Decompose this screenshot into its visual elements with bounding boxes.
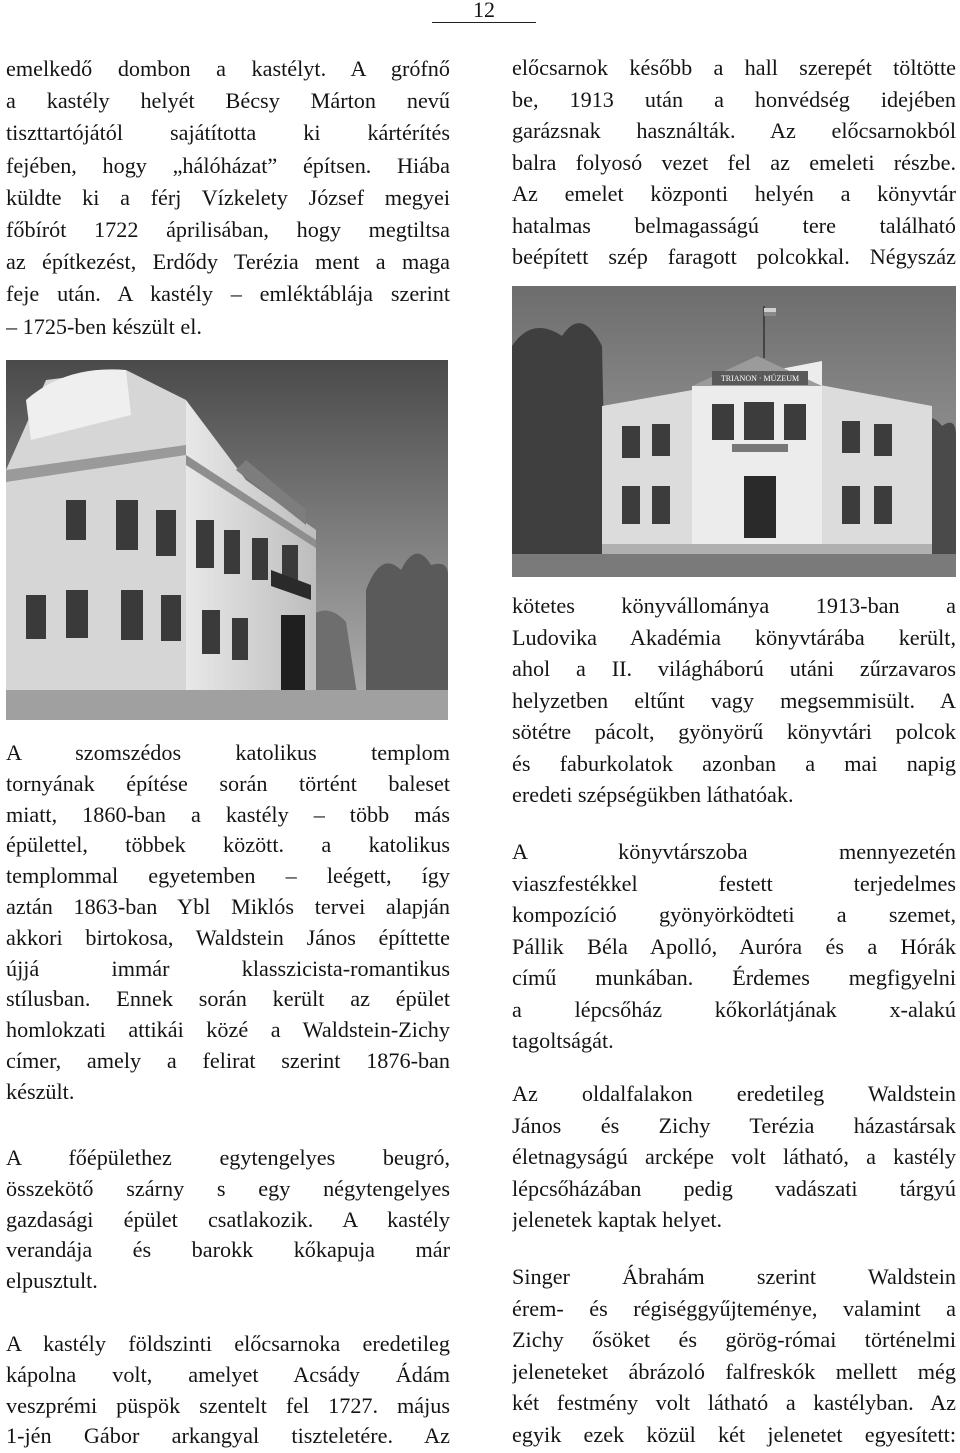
right-paragraph-1 — [512, 590, 956, 811]
text-line: kápolna volt, amelyet Acsády Ádám — [6, 1361, 450, 1387]
right-paragraph-4 — [512, 1261, 956, 1450]
text-line: és faburkolatok azonban a mai napig — [512, 750, 956, 776]
text-line: ahol a II. világháború utáni zűrzavaros — [512, 656, 956, 681]
text-line: – 1725-ben készült el. — [6, 313, 202, 339]
text-line: címer, amely a felirat szerint 1876-ban — [6, 1047, 450, 1073]
text-line: Az oldalfalakon eredetileg Waldstein — [512, 1081, 956, 1106]
castle-photo-image — [6, 360, 448, 720]
text-line: garázsnak használták. Az előcsarnokból — [512, 118, 956, 143]
text-line: tagoltságát. — [512, 1028, 614, 1053]
text-line: gazdasági épület csatlakozik. A kastély — [6, 1206, 450, 1232]
right-paragraph-3 — [512, 1078, 956, 1236]
text-line: főbírót 1722 áprilisában, hogy megtiltsa — [6, 217, 450, 243]
text-line: a kastély helyét Bécsy Márton nevű — [6, 88, 450, 114]
text-line: az építkezést, Erdődy Terézia ment a maga — [6, 249, 450, 275]
text-line: homlokzati attikái közé a Waldstein-Zichy — [6, 1017, 450, 1043]
text-line: hatalmas belmagasságú tere található — [512, 212, 956, 238]
text-line: egyik ezek közül két jelenetet egyesített: — [512, 1421, 956, 1447]
text-line: emelkedő dombon a kastélyt. A grófnő — [6, 56, 450, 81]
text-line: beépített szép faragott polcokkal. Négyszáz — [512, 244, 956, 269]
text-line: veszprémi püspök szentelt fel 1727. május — [6, 1392, 450, 1418]
text-line: kötetes könyvállománya 1913-ban a — [512, 593, 956, 618]
text-line: balra folyosó vezet fel az emeleti részbe. — [512, 149, 956, 175]
text-line: kompozíció gyönyörködteti a szemet, — [512, 902, 956, 927]
text-line: akkori birtokosa, Waldstein János építtette — [6, 924, 450, 950]
text-line: stílusban. Ennek során került az épület — [6, 986, 450, 1012]
left-paragraph-1 — [6, 738, 450, 1108]
text-line: életnagyságú arcképe volt látható, a kastély — [512, 1144, 956, 1169]
text-line: összekötő szárny s egy négytengelyes — [6, 1175, 450, 1201]
text-line: fejében, hogy „hálóházat” építsen. Hiába — [6, 152, 450, 178]
text-line: elpusztult. — [6, 1268, 98, 1294]
text-line: előcsarnok később a hall szerepét töltötte — [512, 55, 956, 80]
right-intro-paragraph — [512, 52, 956, 273]
text-line: be, 1913 után a honvédség idejében — [512, 86, 956, 112]
text-line: épülettel, többek között. a katolikus — [6, 832, 450, 858]
text-line: készült. — [6, 1078, 75, 1104]
text-line: a lépcsőház kőkorlátjának x-alakú — [512, 996, 956, 1022]
text-line: jelenetek kaptak helyet. — [512, 1207, 723, 1232]
text-line: tornyának építése során történt baleset — [6, 770, 450, 796]
text-line: helyzetben eltűnt vagy megsemmisült. A — [512, 687, 956, 713]
text-line: A kastély földszinti előcsarnoka eredetileg — [6, 1331, 450, 1356]
text-line: templommal egyetemben – leégett, így — [6, 863, 450, 889]
left-paragraph-2 — [6, 1143, 450, 1297]
text-line: érem- és régiséggyűjteménye, valamint a — [512, 1295, 956, 1321]
museum-sign: TRIANON · MÚZEUM — [720, 374, 800, 383]
text-line: A szomszédos katolikus templom — [6, 740, 450, 765]
text-line: újjá immár klasszicista-romantikus — [6, 955, 450, 981]
text-line: A főépülethez egytengelyes beugró, — [6, 1145, 450, 1170]
text-line: két festmény volt látható a kastélyban. Az — [512, 1390, 956, 1415]
text-line: Zichy ősöket és görög-római történelmi — [512, 1327, 956, 1352]
text-line: lépcsőházában pedig vadászati tárgyú — [512, 1175, 956, 1201]
right-paragraph-2 — [512, 836, 956, 1057]
text-line: feje után. A kastély – emléktáblája szerint — [6, 281, 450, 307]
text-line: tiszttartójától sajátította ki kártérítés — [6, 120, 450, 146]
text-line: aztán 1863-ban Ybl Miklós tervei alapján — [6, 893, 450, 919]
left-intro-paragraph — [6, 53, 450, 343]
text-line: Az emelet központi helyén a könyvtár — [512, 181, 956, 206]
text-line: küldte ki a férj Vízkelety József megyei — [6, 184, 450, 210]
text-line: sötétre pácolt, gyönyörű könyvtári polcok — [512, 719, 956, 744]
text-line: viaszfestékkel festett terjedelmes — [512, 870, 956, 896]
text-line: című munkában. Érdemes megfigyelni — [512, 965, 956, 990]
left-paragraph-3 — [6, 1329, 450, 1452]
text-line: Ludovika Akadémia könyvtárába került, — [512, 624, 956, 650]
text-line: Singer Ábrahám szerint Waldstein — [512, 1264, 956, 1289]
castle-photo-bw — [6, 360, 448, 720]
text-line: János és Zichy Terézia házastársak — [512, 1112, 956, 1138]
trianon-museum-photo — [512, 286, 956, 577]
text-line: verandája és barokk kőkapuja már — [6, 1237, 450, 1263]
text-line: 1-jén Gábor arkangyal tiszteletére. Az — [6, 1423, 450, 1449]
text-line: jeleneteket ábrázoló falfreskók mellett még — [512, 1358, 956, 1384]
text-line: miatt, 1860-ban a kastély – több más — [6, 801, 450, 827]
text-line: Pállik Béla Apolló, Auróra és a Hórák — [512, 933, 956, 959]
museum-photo-image — [512, 286, 956, 577]
text-line: eredeti szépségükben láthatóak. — [512, 782, 794, 807]
page-number: 12 — [432, 0, 536, 23]
text-line: A könyvtárszoba mennyezetén — [512, 839, 956, 864]
